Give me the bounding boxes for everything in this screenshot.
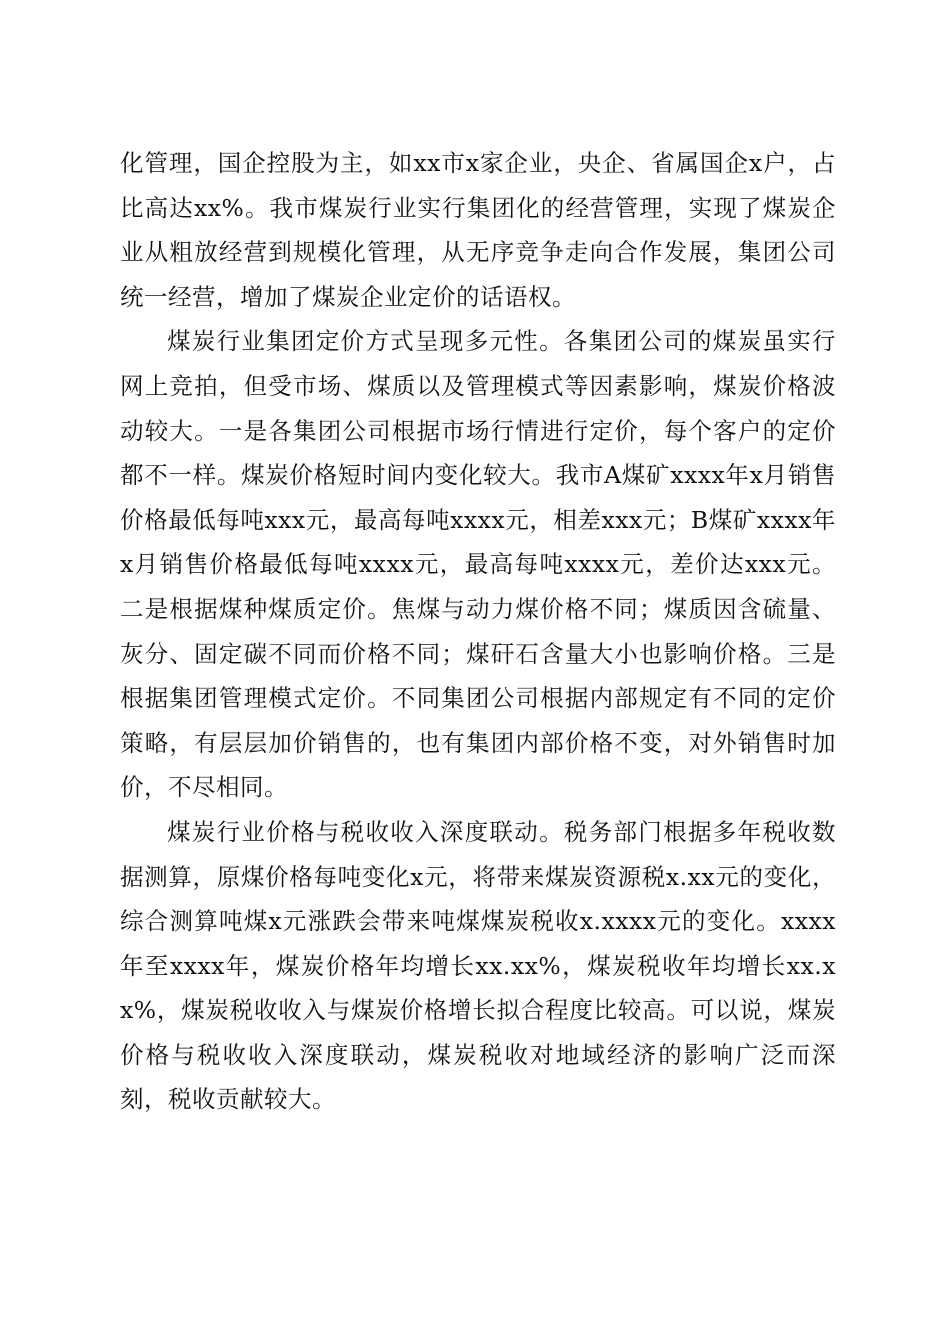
paragraph-pricing-diversity: 煤炭行业集团定价方式呈现多元性。各集团公司的煤炭虽实行网上竞拍，但受市场、煤质以及管理模式等因素影响，煤炭价格波动较大。一是各集团公司根据市场行情进行定价，每个客户的定价都不一样。煤炭价格短时间内变化较大。我市A煤矿xxxx年x月销售价格最低每吨xxx元，最高每吨xxxx元，相差xxx元；B煤矿xxxx年x月销售价格最低每吨xxxx元，最高每吨xxxx元，差价达xxx元。二是根据煤种煤质定价。焦煤与动力煤价格不同；煤质因含硫量、灰分、固定碳不同而价格不同；煤矸石含量大小也影响价格。三是根据集团管理模式定价。不同集团公司根据内部规定有不同的定价策略，有层层加价销售的，也有集团内部价格不变，对外销售时加价，不尽相同。 <box>120 327 836 802</box>
paragraph-tax-linkage: 煤炭行业价格与税收收入深度联动。税务部门根据多年税收数据测算，原煤价格每吨变化x元，将带来煤炭资源税x.xx元的变化，综合测算吨煤x元涨跌会带来吨煤煤炭税收x.xxxx元的变化。xxxx年至xxxx年，煤炭价格年均增长xx.xx%，煤炭税收年均增长xx.xx%，煤炭税收收入与煤炭价格增长拟合程度比较高。可以说，煤炭价格与税收收入深度联动，煤炭税收对地域经济的影响广泛而深刻，税收贡献较大。 <box>120 817 836 1114</box>
paragraph-continuation: 化管理，国企控股为主，如xx市x家企业，央企、省属国企x户，占比高达xx%。我市煤炭行业实行集团化的经营管理，实现了煤炭企业从粗放经营到规模化管理，从无序竞争走向合作发展，集团公司统一经营，增加了煤炭企业定价的话语权。 <box>120 149 836 311</box>
document-body <box>120 141 836 1122</box>
